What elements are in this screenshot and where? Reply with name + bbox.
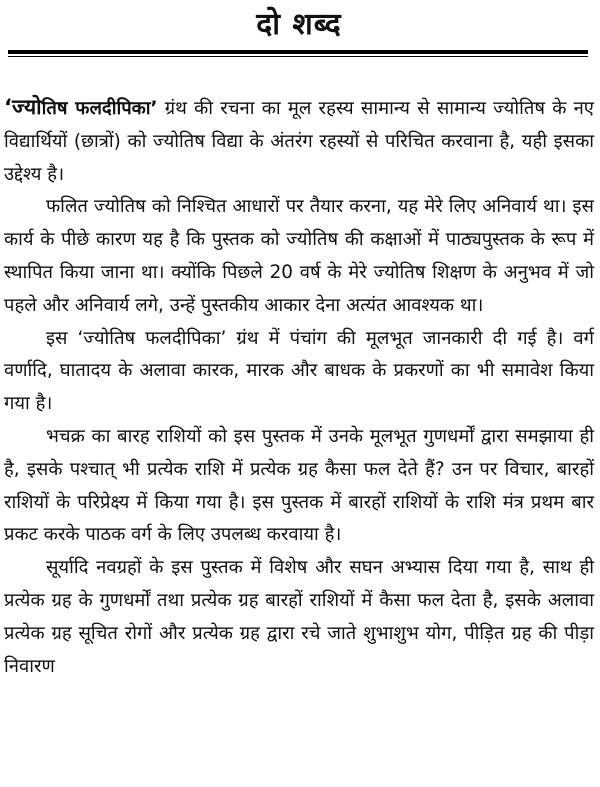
paragraph-3: इस ‘ज्योतिष फलदीपिका’ ग्रंथ में पंचांग की मूलभूत जानकारी दी गई है। वर्ग वर्णादि, घातादय के अलावा कारक, मारक और बाधक के प्रकरणों का भी समावेश किया गया है। [4, 327, 594, 415]
heading-area [4, 0, 594, 50]
book-title-lead: ‘ज्यो [4, 95, 42, 119]
paragraph-4: भचक्र का बारह राशियों को इस पुस्तक में उनके मूलभूत गुणधर्मों द्वारा समझाया ही है, इसके पश्चात् भी प्रत्येक राशि में प्रत्येक ग्रह कैसा फल देते हैं? उन पर विचार, बारहों राशियों के परिप्रेक्ष्य में किया गया है। इस पुस्तक में बारहों राशियों के राशि मंत्र प्रथम बार प्रकट करके पाठक वर्ग के लिए उपलब्ध करवाया है। [4, 425, 594, 546]
document-body [4, 91, 594, 683]
heading-rule-thin [8, 56, 588, 57]
paragraph-2: फलित ज्योतिष को निश्चित आधारों पर तैयार करना, यह मेरे लिए अनिवार्य था। इस कार्य के पीछे कारण यह है कि पुस्तक को ज्योतिष की कक्षाओं में पाठ्यपुस्तक के रूप में स्थापित किया जाना था। क्योंकि पिछले 20 वर्ष के मेरे ज्योतिष शिक्षण के अनुभव में जो पहले और अनिवार्य लगे, उन्हें पुस्तकीय आकार देना अत्यंत आवश्यक था। [4, 196, 594, 316]
paragraph-1-text: ग्रंथ की रचना का मूल रहस्य सामान्य से सामान्य ज्योतिष के नए विद्यार्थियों (छात्रों) को ज्योतिष विद्या के अंतरंग रहस्यों से परिचित करवाना है, यही इसका उद्देश्य है। [4, 98, 594, 185]
book-title-rest: तिष फलदीपिका’ [41, 98, 158, 119]
page-title: दो शब्द [256, 7, 342, 42]
heading-rule-thick [8, 50, 588, 54]
paragraph-1 [4, 91, 594, 191]
paragraph-5: सूर्यादि नवग्रहों के इस पुस्तक में विशेष और सघन अभ्यास दिया गया है, साथ ही प्रत्येक ग्रह के गुणधर्मों तथा प्रत्येक ग्रह बारहों राशियों में कैसा फल देता है, इसके अलावा प्रत्येक ग्रह सूचित रोगों और प्रत्येक ग्रह द्वारा रचे जाते शुभाशुभ योग, पीड़ित ग्रह की पीड़ा निवारण [4, 557, 594, 677]
